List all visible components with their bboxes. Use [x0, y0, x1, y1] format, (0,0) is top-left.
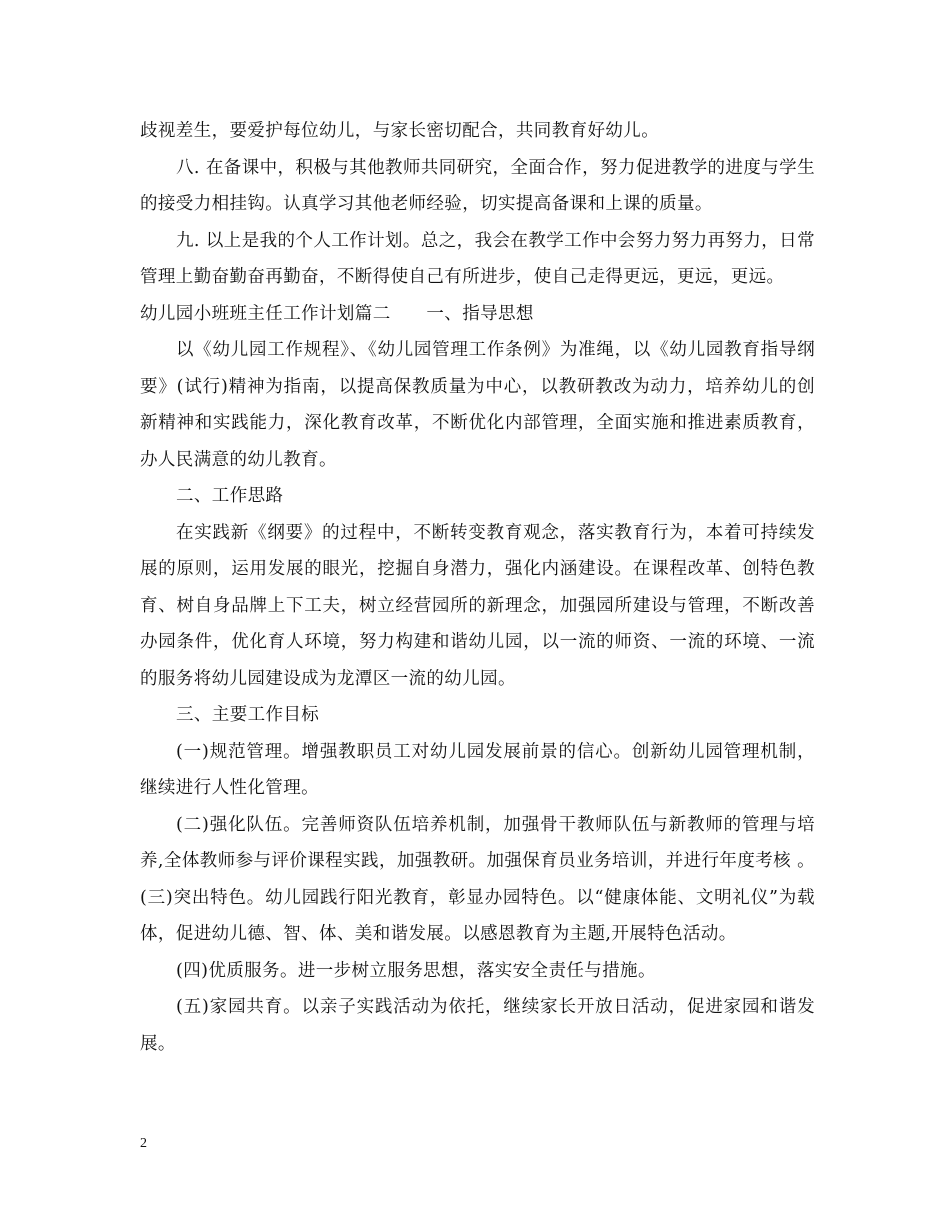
section-heading: 幼儿园小班班主任工作计划篇二 一、指导思想 — [140, 303, 534, 324]
section-heading: 三、主要工作目标 — [176, 705, 320, 725]
paragraph: (二)强化队伍。完善师资队伍培养机制，加强骨干教师队伍与新教师的管理与培养,全体教师参与评价课程实践，加强教研。加强保育员业务培训，并进行年度考核 。 (三)突出特色。幼儿园践行阳光教育，彰显办园特色。以“健康体能、文明礼仪”为载体，促进幼儿德、智、体、美和谐发展。以感恩教育为主题,开展特色活动。 — [140, 814, 821, 944]
paragraph: (四)优质服务。进一步树立服务思想，落实安全责任与措施。 — [176, 960, 656, 981]
paragraph: 歧视差生，要爱护每位幼儿，与家长密切配合，共同教育好幼儿。 — [140, 121, 660, 141]
paragraph: 在实践新《纲要》的过程中，不断转变教育观念，落实教育行为，本着可持续发展的原则，运用发展的眼光，挖掘自身潜力，强化内涵建设。在课程改革、创特色教育、树自身品牌上下工夫，树立经营园所的新理念，加强园所建设与管理，不断改善办园条件，优化育人环境，努力构建和谐幼儿园，以一流的师资、一流的环境、一流的服务将幼儿园建设成为龙潭区一流的幼儿园。 — [140, 522, 815, 689]
document-body — [140, 113, 821, 1062]
paragraph: (一)规范管理。增强教职员工对幼儿园发展前景的信心。创新幼儿园管理机制，继续进行人性化管理。 — [140, 741, 815, 798]
page-number: 2 — [140, 1136, 147, 1151]
paragraph: 八. 在备课中，积极与其他教师共同研究，全面合作，努力促进教学的进度与学生的接受力相挂钩。认真学习其他老师经验，切实提高备课和上课的质量。 — [140, 157, 815, 214]
section-heading: 二、工作思路 — [176, 486, 284, 506]
paragraph: 以《幼儿园工作规程》、《幼儿园管理工作条例》为准绳，以《幼儿园教育指导纲要》(试行)精神为指南，以提高保教质量为中心，以教研教改为动力，培养幼儿的创新精神和实践能力，深化教育改革，不断优化内部管理，全面实施和推进素质教育，办人民满意的幼儿教育。 — [140, 340, 815, 470]
paragraph: 九. 以上是我的个人工作计划。总之，我会在教学工作中会努力努力再努力，日常管理上勤奋勤奋再勤奋，不断得使自己有所进步，使自己走得更远，更远，更远。 — [140, 230, 815, 287]
paragraph: (五)家园共育。以亲子实践活动为依托，继续家长开放日活动，促进家园和谐发展。 — [140, 997, 815, 1054]
